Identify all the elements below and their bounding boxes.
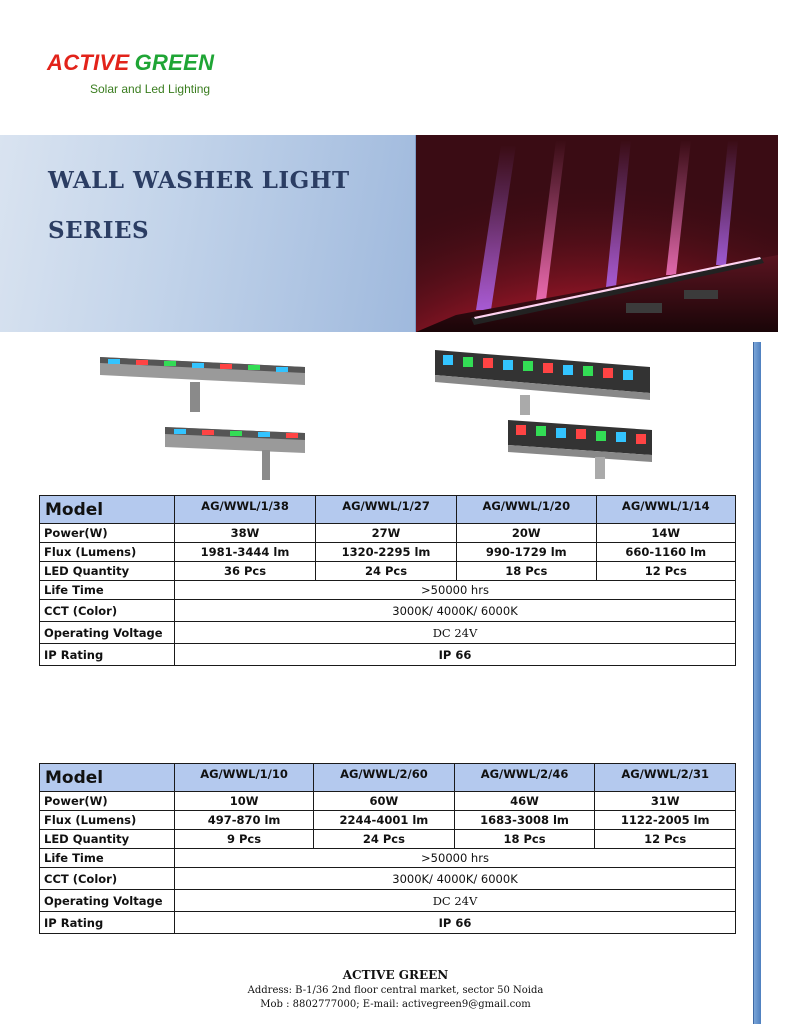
row-label-flux: Flux (Lumens) [40,811,175,830]
table-row [40,811,736,830]
table-row [40,792,736,811]
led-quantity-value: 12 Pcs [595,830,736,849]
flux-value: 2244-4001 lm [314,811,455,830]
wall-washer-photo-illustration [416,135,778,332]
model-col-2: AG/WWL/2/60 [314,764,455,792]
power-value: 60W [314,792,455,811]
led-quantity-value: 18 Pcs [457,562,596,581]
logo-tagline: Solar and Led Lighting [90,82,211,96]
flux-value: 660-1160 lm [596,543,736,562]
model-col-2: AG/WWL/1/27 [316,496,457,524]
logo-word-green: GREEN [134,50,215,75]
led-quantity-value: 24 Pcs [316,562,457,581]
model-col-3: AG/WWL/2/46 [454,764,595,792]
product-bar-3 [435,350,650,415]
spec-table-2 [39,763,736,934]
row-label-power: Power(W) [40,524,175,543]
row-label-ip-rating: IP Rating [40,644,175,666]
ip-rating-value: IP 66 [175,912,736,934]
title-banner [0,135,416,332]
model-col-4: AG/WWL/1/14 [596,496,736,524]
cct-value: 3000K/ 4000K/ 6000K [175,600,736,622]
company-logo [47,50,214,76]
row-label-operating-voltage: Operating Voltage [40,890,175,912]
power-value: 46W [454,792,595,811]
power-value: 20W [457,524,596,543]
row-label-operating-voltage: Operating Voltage [40,622,175,644]
decorative-side-bar [753,342,761,1024]
cct-value: 3000K/ 4000K/ 6000K [175,868,736,890]
power-value: 27W [316,524,457,543]
model-col-1: AG/WWL/1/38 [175,496,316,524]
ip-rating-value: IP 66 [175,644,736,666]
row-label-cct: CCT (Color) [40,868,175,890]
table-row [40,890,736,912]
table-row [40,912,736,934]
row-label-cct: CCT (Color) [40,600,175,622]
operating-voltage-value: DC 24V [175,890,736,912]
flux-value: 497-870 lm [175,811,314,830]
flux-value: 1683-3008 lm [454,811,595,830]
product-bar-2 [165,427,305,480]
logo-word-active: ACTIVE [47,50,130,75]
table-row [40,644,736,666]
row-label-life-time: Life Time [40,849,175,868]
table-row [40,562,736,581]
led-quantity-value: 12 Pcs [596,562,736,581]
wall-washer-photo [416,135,778,332]
power-value: 14W [596,524,736,543]
model-col-1: AG/WWL/1/10 [175,764,314,792]
row-label-led-quantity: LED Quantity [40,830,175,849]
table-row [40,622,736,644]
banner-title-line1: WALL WASHER LIGHT [48,167,350,194]
table-row [40,868,736,890]
footer-contact: Mob : 8802777000; E-mail: activegreen9@gmail.com [260,999,531,1010]
product-bar-1 [100,357,305,412]
table-row [40,524,736,543]
flux-value: 1122-2005 lm [595,811,736,830]
row-label-life-time: Life Time [40,581,175,600]
model-col-4: AG/WWL/2/31 [595,764,736,792]
row-label-led-quantity: LED Quantity [40,562,175,581]
led-quantity-value: 18 Pcs [454,830,595,849]
table-row [40,600,736,622]
led-quantity-value: 24 Pcs [314,830,455,849]
table-header-row [40,496,736,524]
table-row [40,830,736,849]
model-header-label: Model [40,496,175,524]
spec-table-1 [39,495,736,666]
flux-value: 1981-3444 lm [175,543,316,562]
life-time-value: >50000 hrs [175,581,736,600]
power-value: 31W [595,792,736,811]
row-label-flux: Flux (Lumens) [40,543,175,562]
row-label-ip-rating: IP Rating [40,912,175,934]
product-images [90,345,660,485]
table-row [40,543,736,562]
footer-address: Address: B-1/36 2nd floor central market, sector 50 Noida [247,985,544,996]
life-time-value: >50000 hrs [175,849,736,868]
table-row [40,849,736,868]
power-value: 10W [175,792,314,811]
table-row [40,581,736,600]
banner-title-line2: SERIES [48,217,150,244]
table-header-row [40,764,736,792]
power-value: 38W [175,524,316,543]
flux-value: 990-1729 lm [457,543,596,562]
product-bar-4 [508,420,652,479]
model-col-3: AG/WWL/1/20 [457,496,596,524]
row-label-power: Power(W) [40,792,175,811]
flux-value: 1320-2295 lm [316,543,457,562]
operating-voltage-value: DC 24V [175,622,736,644]
led-quantity-value: 9 Pcs [175,830,314,849]
model-header-label: Model [40,764,175,792]
footer-company: ACTIVE GREEN [342,968,449,982]
led-quantity-value: 36 Pcs [175,562,316,581]
